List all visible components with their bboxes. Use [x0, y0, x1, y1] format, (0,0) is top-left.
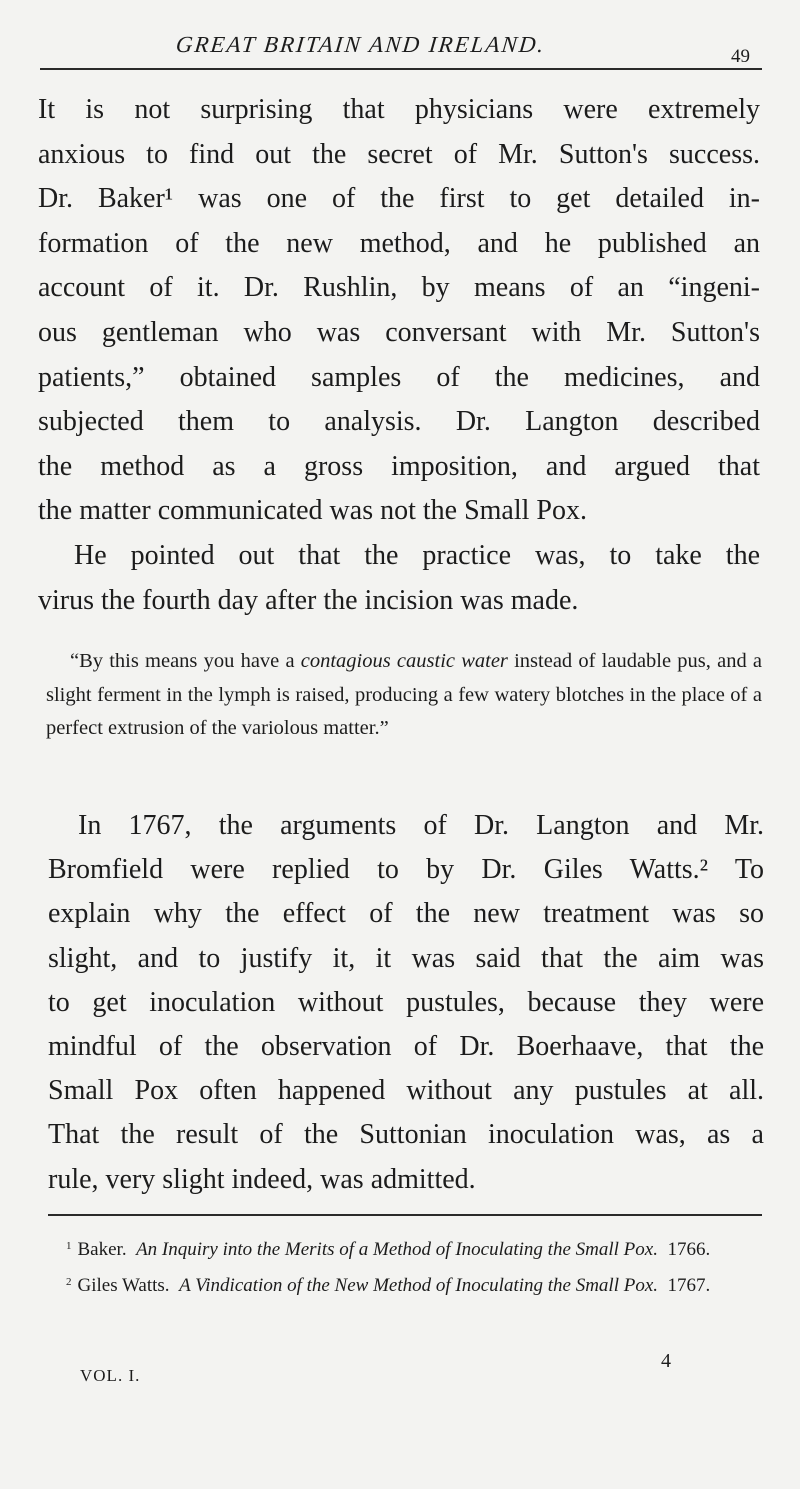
body-text-bottom: [48, 804, 764, 1202]
quote-emphasis: contagious caustic water: [300, 650, 508, 672]
paragraph-1-line: anxious to find out the secret of Mr. Sutton's success.: [38, 138, 760, 170]
footnote-rule: [48, 1214, 762, 1216]
paragraph-2-line: He pointed out that the practice was, to take the: [74, 539, 760, 571]
footnote-marker: 1: [66, 1240, 72, 1252]
body-text-top: [38, 88, 760, 623]
footnote: [52, 1266, 764, 1302]
paragraph-3-line: to get inoculation without pustules, because they were: [48, 986, 764, 1018]
footnote-marker: 2: [66, 1276, 72, 1288]
paragraph-3-line: In 1767, the arguments of Dr. Langton and Mr.: [78, 810, 764, 841]
paragraph-1-line: formation of the new method, and he published an: [38, 227, 760, 259]
running-head-title: GREAT BRITAIN AND IRELAND.: [174, 32, 547, 57]
quote-text-before: “By this means you have a: [70, 650, 301, 672]
paragraph-1-line: the matter communicated was not the Small Pox.: [38, 495, 587, 527]
paragraph-1-line: It is not surprising that physicians were extremely: [38, 94, 760, 125]
paragraph-1-line: subjected them to analysis. Dr. Langton described: [38, 406, 760, 438]
paragraph-2-line: virus the fourth day after the incision was made.: [38, 584, 579, 616]
volume-signature: VOL. I.: [80, 1366, 141, 1385]
footnote-author: Giles Watts.: [77, 1275, 170, 1296]
footnote-title: An Inquiry into the Merits of a Method of Inoculating the Small Pox.: [136, 1239, 658, 1260]
footnotes: [52, 1230, 764, 1302]
paragraph-1-line: account of it. Dr. Rushlin, by means of an “ingeni-: [38, 272, 760, 304]
paragraph-1-line: the method as a gross imposition, and argued that: [38, 450, 760, 482]
paragraph-3-line: Bromfield were replied to by Dr. Giles Watts.² To: [48, 854, 764, 886]
paragraph-3-line: explain why the effect of the new treatment was so: [48, 898, 764, 930]
quote-text-after: instead of laudable pus, and a slight ferment in the lymph is raised, producing a few watery blotches in the place of a perfect extrusion of the variolous matter.”: [46, 650, 762, 739]
signature-mark: 4: [661, 1350, 671, 1372]
paragraph-1-line: Dr. Baker¹ was one of the first to get detailed in-: [38, 183, 760, 215]
paragraph-1-line: ous gentleman who was conversant with Mr. Sutton's: [38, 316, 760, 348]
footnote-year: 1767.: [667, 1275, 711, 1296]
paragraph-3-line: That the result of the Suttonian inoculation was, as a: [48, 1119, 764, 1151]
block-quote: [46, 645, 762, 746]
paragraph-1-line: patients,” obtained samples of the medicines, and: [38, 361, 760, 393]
paragraph-3-line: rule, very slight indeed, was admitted.: [48, 1163, 476, 1195]
footnote-author: Baker.: [77, 1239, 127, 1260]
footnote-year: 1766.: [667, 1239, 711, 1260]
paragraph-3-line: slight, and to justify it, it was said that the aim was: [48, 942, 764, 974]
paragraph-3-line: mindful of the observation of Dr. Boerhaave, that the: [48, 1031, 764, 1063]
page-number: 49: [731, 46, 750, 67]
footnote-title: A Vindication of the New Method of Inoculating the Small Pox.: [179, 1275, 659, 1296]
running-head: [0, 26, 800, 66]
paragraph-3-line: Small Pox often happened without any pustules at all.: [48, 1075, 764, 1107]
footnote: [52, 1230, 764, 1266]
header-rule: [40, 68, 762, 70]
